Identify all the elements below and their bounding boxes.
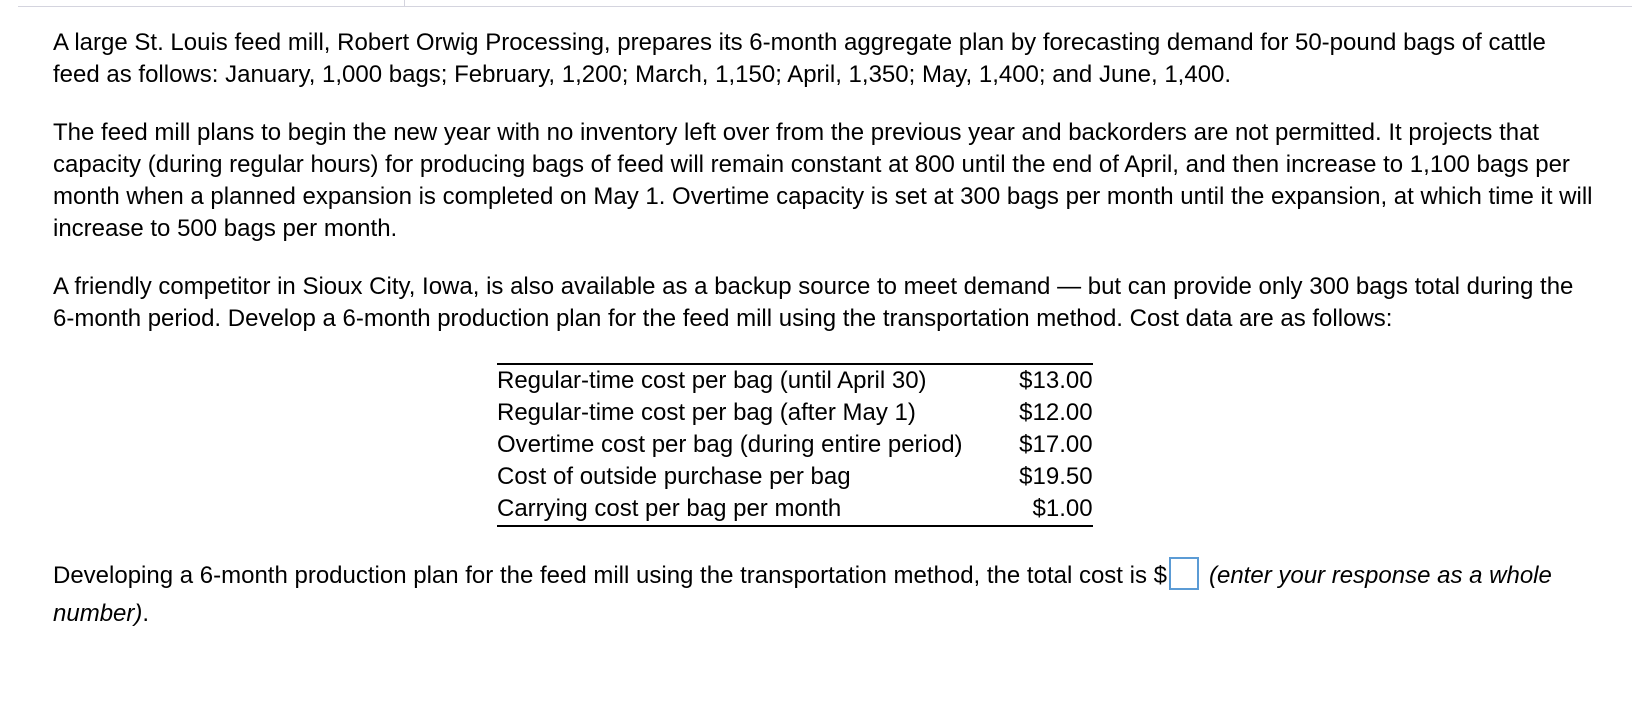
cost-label: Overtime cost per bag (during entire period) — [497, 431, 963, 458]
cost-label: Regular-time cost per bag (after May 1) — [497, 399, 916, 426]
table-row — [497, 397, 1093, 429]
question-suffix: . — [142, 600, 150, 627]
problem-paragraph-competitor: A friendly competitor in Sioux City, Iowa, is also available as a backup source to meet demand — but can provide only 300 bags total during the 6-month period. Develop a 6-month production plan for the feed mill using the transportation method. Cost data are as follows: — [53, 273, 1574, 332]
total-cost-input[interactable] — [1171, 565, 1197, 594]
cost-value: $17.00 — [1019, 431, 1093, 458]
problem-paragraph-capacity: The feed mill plans to begin the new year with no inventory left over from the previous year and backorders are not permitted. It projects that capacity (during regular hours) for producing bags of feed will remain constant at 800 until the end of April, and then increase to 1,100 bags per month when a planned expansion is completed on May 1. Overtime capacity is set at 300 bags per month until the expansion, at which time it will increase to 500 bags per month. — [53, 119, 1593, 242]
cost-value: $1.00 — [1032, 495, 1093, 522]
total-cost-answer-box[interactable] — [1169, 557, 1199, 590]
response-hint: (enter your response as a whole number) — [53, 562, 1552, 627]
cost-label: Carrying cost per bag per month — [497, 495, 842, 522]
cost-label: Regular-time cost per bag (until April 30) — [497, 367, 927, 394]
table-row — [497, 493, 1093, 526]
question-content — [53, 27, 1593, 633]
total-cost-question — [53, 557, 1593, 633]
cost-label: Cost of outside purchase per bag — [497, 463, 851, 490]
table-row — [497, 364, 1093, 397]
top-divider — [18, 6, 1632, 7]
table-row — [497, 461, 1093, 493]
cost-value: $13.00 — [1019, 367, 1093, 394]
cost-value: $19.50 — [1019, 463, 1093, 490]
cost-data-table — [497, 363, 1093, 527]
question-prefix: Developing a 6-month production plan for the feed mill using the transportation method, the total cost is $ — [53, 562, 1167, 589]
table-row — [497, 429, 1093, 461]
cost-value: $12.00 — [1019, 399, 1093, 426]
problem-paragraph-demand: A large St. Louis feed mill, Robert Orwig Processing, prepares its 6-month aggregate plan by forecasting demand for 50-pound bags of cattle feed as follows: January, 1,000 bags; February, 1,200; March, 1,150; April, 1,350; May, 1,400; and June, 1,400. — [53, 29, 1546, 88]
top-divider-tick — [404, 0, 405, 6]
